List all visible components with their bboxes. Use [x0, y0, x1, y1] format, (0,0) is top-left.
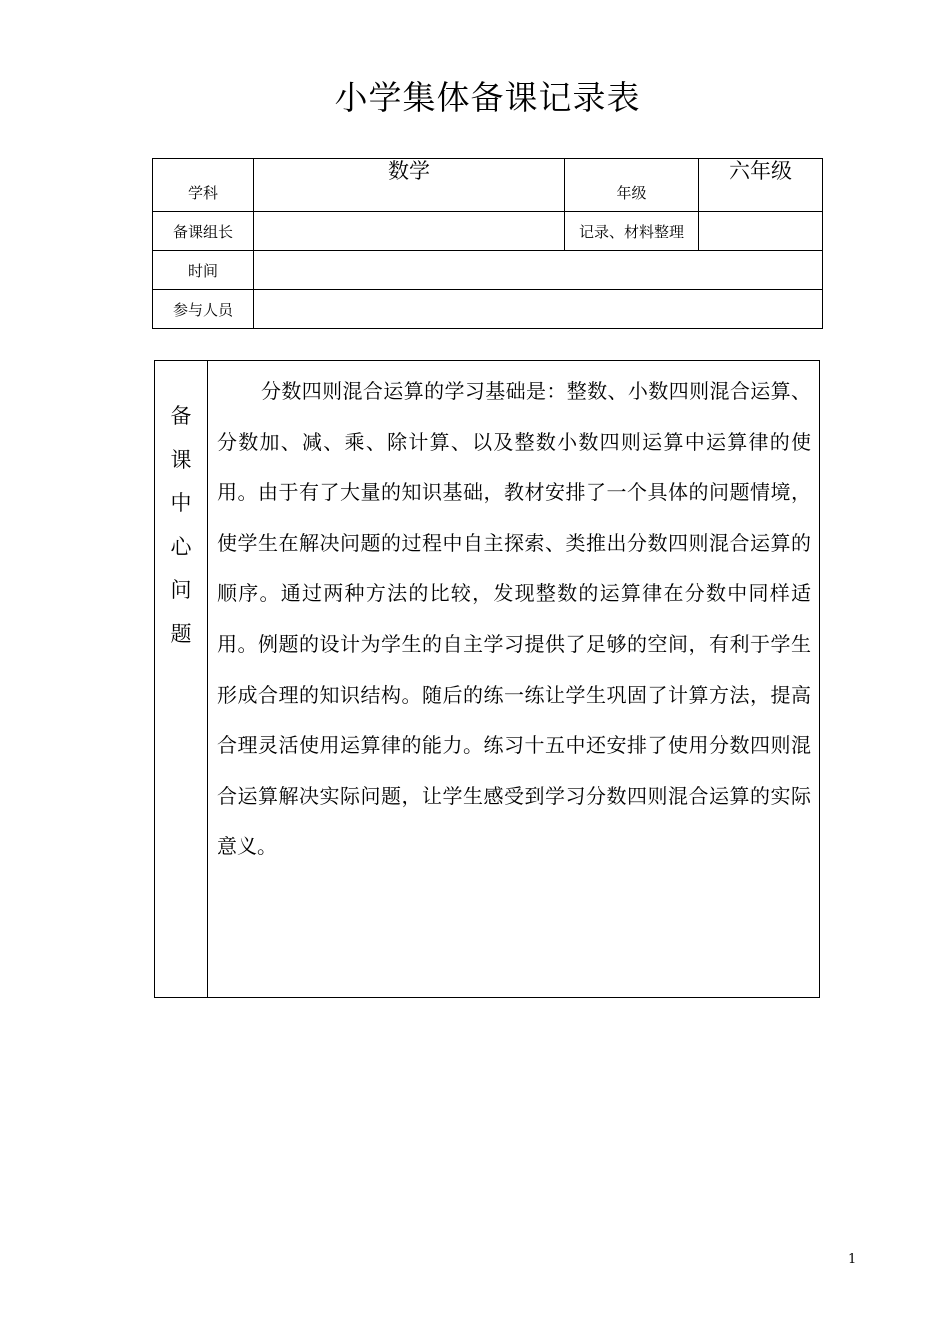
- time-value: [254, 251, 823, 290]
- central-issue-content: 分数四则混合运算的学习基础是：整数、小数四则混合运算、分数加、减、乘、除计算、以及整数小数四则运算中运算律的使用。由于有了大量的知识基础，教材安排了一个具体的问题情境，使学生在解决问题的过程中自主探索、类推出分数四则混合运算的顺序。通过两种方法的比较，发现整数的运算律在分数中同样适用。例题的设计为学生的自主学习提供了足够的空间，有利于学生形成合理的知识结构。随后的练一练让学生巩固了计算方法，提高合理灵活使用运算律的能力。练习十五中还安排了使用分数四则混合运算解决实际问题，让学生感受到学习分数四则混合运算的实际意义。: [217, 379, 811, 859]
- info-table: [152, 158, 823, 329]
- subject-value: 数学: [254, 159, 565, 212]
- page-number: 1: [848, 1252, 857, 1267]
- label-char: 课: [170, 447, 192, 472]
- grade-label: 年级: [565, 159, 699, 212]
- page-title: 小学集体备课记录表: [334, 78, 641, 117]
- label-char: 问: [170, 578, 192, 602]
- leader-value: [254, 212, 565, 251]
- participants-label: 参与人员: [153, 290, 254, 329]
- grade-value: 六年级: [699, 159, 823, 212]
- label-char: 中: [170, 491, 192, 515]
- leader-label: 备课组长: [153, 212, 254, 251]
- label-char: 备: [170, 404, 192, 428]
- label-char: 题: [170, 621, 192, 646]
- recorder-label: 记录、材料整理: [565, 212, 699, 251]
- central-issue-box: [154, 360, 820, 998]
- central-issue-label-column: [155, 361, 208, 997]
- recorder-value: [699, 212, 823, 251]
- label-char: 心: [170, 534, 192, 559]
- participants-value: [254, 290, 823, 329]
- subject-label: 学科: [153, 159, 254, 212]
- time-label: 时间: [153, 251, 254, 290]
- central-issue-label: [155, 395, 207, 656]
